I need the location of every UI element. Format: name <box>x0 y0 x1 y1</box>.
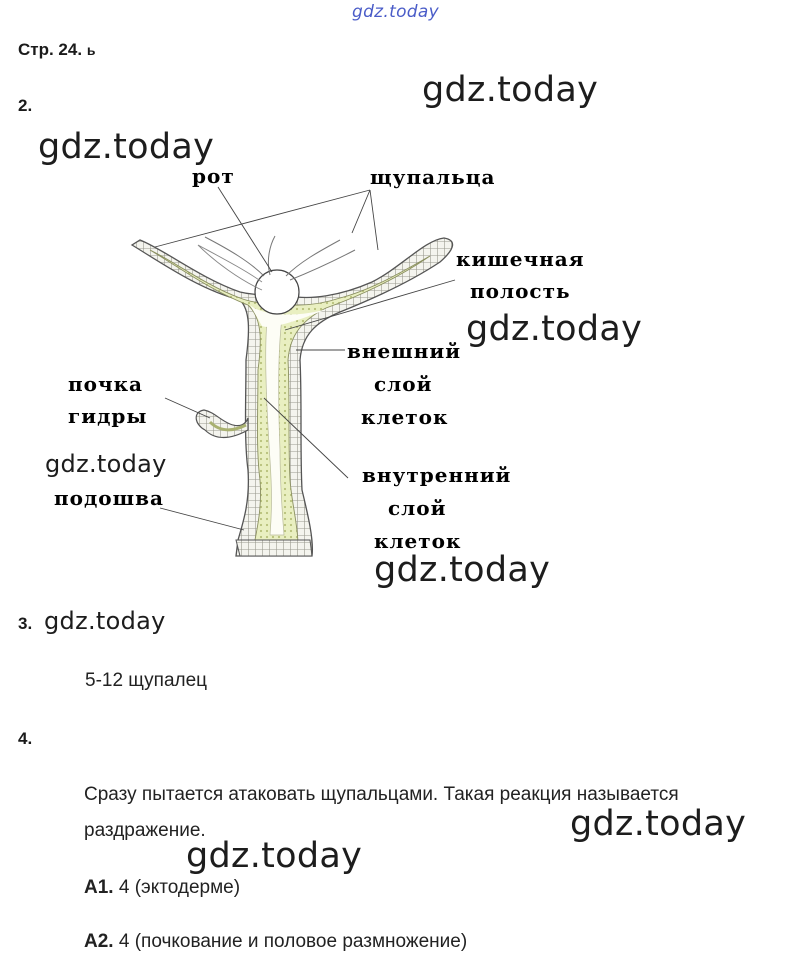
watermark: gdz.today <box>44 607 166 635</box>
watermark: gdz.today <box>374 550 551 590</box>
watermark: gdz.today <box>466 309 643 349</box>
watermark: gdz.today <box>45 450 167 478</box>
answer-a1 <box>84 877 240 899</box>
question-2-number: 2. <box>18 96 33 115</box>
answer-a2-text: 4 (почкование и половое размножение) <box>113 931 468 952</box>
label-outer-2: слой <box>374 372 433 396</box>
label-sole: подошва <box>54 486 164 510</box>
question-4-answer-line-2: раздражение. <box>84 820 206 841</box>
hydra-bud <box>196 410 248 438</box>
label-bud-1: почка <box>68 372 144 396</box>
pointer-mouth <box>218 187 272 272</box>
question-4-number: 4. <box>18 729 33 748</box>
pointer-bud <box>165 398 210 418</box>
label-outer-3: клеток <box>361 405 449 429</box>
label-bud-2: гидры <box>68 404 148 428</box>
question-3-answer: 5-12 щупалец <box>85 670 208 691</box>
watermark: gdz.today <box>38 127 215 167</box>
answer-a2 <box>84 931 467 953</box>
watermark: gdz.today <box>186 836 363 876</box>
answer-a1-text: 4 (эктодерме) <box>113 877 241 898</box>
question-4-answer-line-1: Сразу пытается атаковать щупальцами. Такая реакция называется <box>84 784 679 805</box>
label-inner-2: слой <box>388 496 447 520</box>
page-header: Стр. 24. ь <box>18 40 96 59</box>
label-gut-cavity-2: полость <box>470 279 571 303</box>
hydra-mouth <box>255 270 299 314</box>
pointer-sole <box>160 508 244 530</box>
label-inner-3: клеток <box>374 529 462 553</box>
watermark-top: gdz.today <box>352 2 439 22</box>
label-gut-cavity-1: кишечная <box>456 247 585 271</box>
label-outer-1: внешний <box>347 339 462 363</box>
label-tentacles: щупальца <box>370 165 496 189</box>
label-mouth: рот <box>192 164 235 188</box>
label-inner-1: внутренний <box>362 463 512 487</box>
question-3-number: 3. <box>18 614 33 633</box>
answer-a2-label: А2. <box>84 931 114 952</box>
watermark: gdz.today <box>570 804 747 844</box>
watermark: gdz.today <box>422 70 599 110</box>
hydra-sole <box>236 540 312 556</box>
pointer-tentacles <box>155 190 378 250</box>
answer-a1-label: А1. <box>84 877 114 898</box>
